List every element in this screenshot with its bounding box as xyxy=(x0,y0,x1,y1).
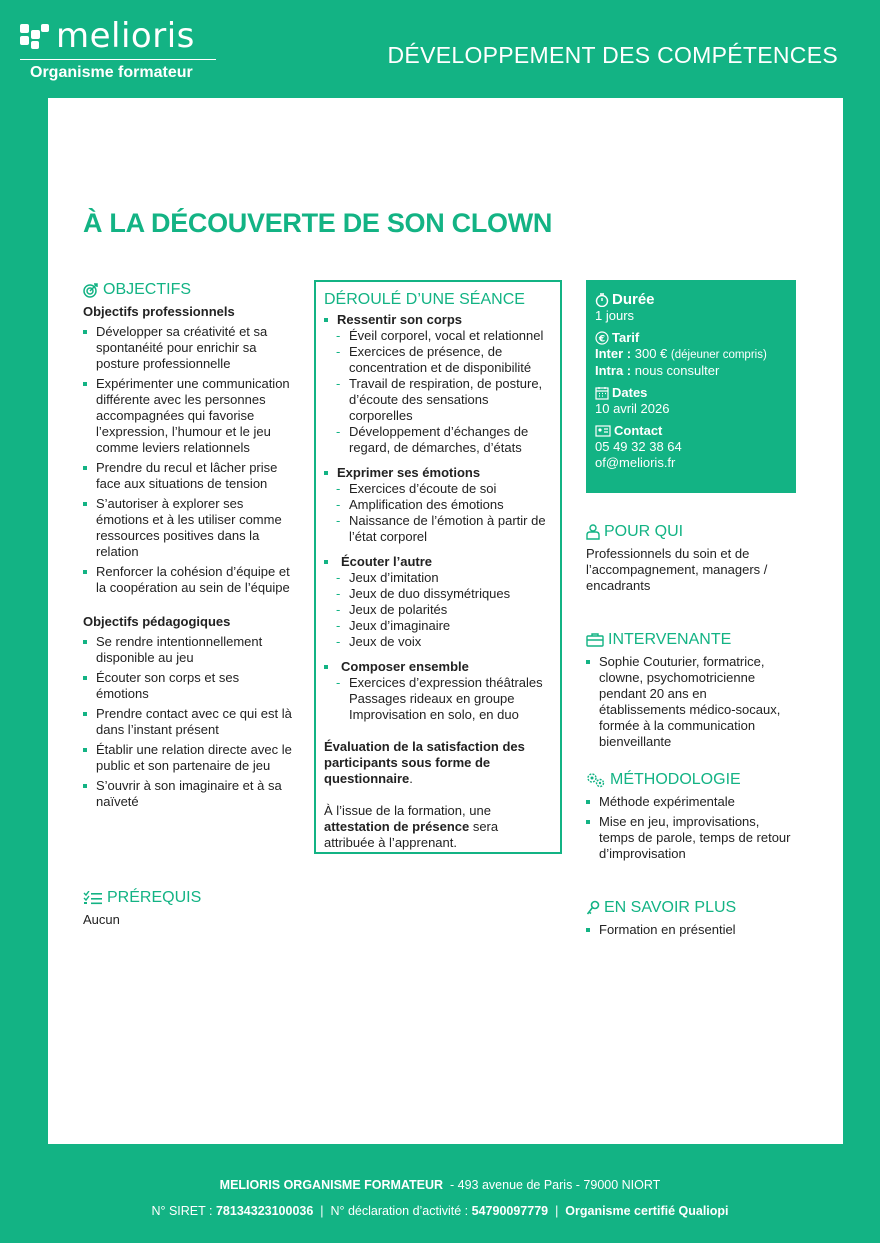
list-item: Développer sa créativité et sa spontanéité pour enrichir sa posture professionnelle xyxy=(83,324,293,372)
list-item: - Amplification des émotions xyxy=(336,497,552,513)
list-item: - Exercices d’expression théâtrales xyxy=(336,675,552,691)
objectifs-section xyxy=(83,282,293,814)
info-card xyxy=(586,280,796,493)
list-item: Écouter son corps et ses émotions xyxy=(83,670,293,702)
objectifs-heading: OBJECTIFS xyxy=(83,282,293,298)
list-item: - Exercices d’écoute de soi xyxy=(336,481,552,497)
list-item: - Jeux de polarités xyxy=(336,602,552,618)
logo-divider xyxy=(20,59,216,60)
list-item: S’autoriser à explorer ses émotions et à les utiliser comme ressources positives dans la relation xyxy=(83,496,293,560)
pour-qui-text: Professionnels du soin et de l’accompagnement, managers / encadrants xyxy=(586,546,768,593)
dates-block xyxy=(595,385,787,417)
list-item: Établir une relation directe avec le public et son partenaire de jeu xyxy=(83,742,293,774)
objectifs-pro-title: Objectifs professionnels xyxy=(83,304,235,319)
person-icon xyxy=(586,524,600,540)
list-item: Mise en jeu, improvisations, temps de parole, temps de retour d’improvisation xyxy=(586,814,798,862)
list-item: - Jeux de voix xyxy=(336,634,552,650)
seance-group xyxy=(324,312,552,456)
list-item: - Éveil corporel, vocal et relationnel xyxy=(336,328,552,344)
list-item: Renforcer la cohésion d’équipe et la coopération au sein de l’équipe xyxy=(83,564,293,596)
page-title: À LA DÉCOUVERTE DE SON CLOWN xyxy=(83,208,553,238)
savoir-plus-section xyxy=(586,900,796,942)
target-icon xyxy=(83,282,99,298)
svg-text:€: € xyxy=(598,334,606,345)
intervenante-text: Sophie Couturier, formatrice, clowne, psychomotricienne pendant 20 ans en établissements médico-socaux, formée à la communication bienveillante xyxy=(586,654,796,750)
list-item: - Naissance de l’émotion à partir de l’état corporel xyxy=(336,513,552,545)
list-item: - Jeux d’imitation xyxy=(336,570,552,586)
seance-heading: DÉROULÉ D’UNE SÉANCE xyxy=(324,291,525,308)
logo-mark-icon xyxy=(20,21,50,51)
contact-label: Contact xyxy=(614,423,663,438)
footer-line-2: N° SIRET : 78134323100036 | N° déclaration d’activité : 54790097779 | Organisme certifié Qualiopi xyxy=(151,1204,729,1218)
list-item: Prendre contact avec ce qui est là dans l’instant présent xyxy=(83,706,293,738)
attestation-text: À l’issue de la formation, une attestation de présence sera attribuée à l’apprenant. xyxy=(324,803,499,850)
dates-value: 10 avril 2026 xyxy=(595,401,670,416)
list-item: - Développement d’échanges de regard, de démarches, d’états xyxy=(336,424,552,456)
intervenante-section xyxy=(586,632,796,754)
prerequis-text: Aucun xyxy=(83,912,120,927)
checklist-icon xyxy=(83,891,103,905)
inter-value: 300 € xyxy=(634,346,668,361)
dates-label: Dates xyxy=(612,385,648,400)
contact-email: of@melioris.fr xyxy=(595,455,676,470)
contact-card-icon xyxy=(595,425,611,438)
tarif-label: Tarif xyxy=(612,330,640,345)
tarif-block xyxy=(595,330,787,379)
list-item: Prendre du recul et lâcher prise face aux situations de tension xyxy=(83,460,293,492)
intra-label: Intra : xyxy=(595,363,632,378)
list-item: Formation en présentiel xyxy=(586,922,796,938)
methodologie-heading: MÉTHODOLOGIE xyxy=(586,772,798,788)
seance-group xyxy=(324,554,552,650)
list-item: - Jeux d’imaginaire xyxy=(336,618,552,634)
prerequis-heading: PRÉREQUIS xyxy=(83,890,293,906)
header-title: DÉVELOPPEMENT DES COMPÉTENCES xyxy=(387,42,838,68)
seance-box xyxy=(314,280,562,854)
list-item: Se rendre intentionnellement disponible au jeu xyxy=(83,634,293,666)
inter-label: Inter : xyxy=(595,346,632,361)
list-item: - Travail de respiration, de posture, d’écoute des sensations corporelles xyxy=(336,376,552,424)
objectifs-pro-list xyxy=(83,324,293,596)
brand-tagline: Organisme formateur xyxy=(30,64,193,81)
duree-block xyxy=(595,292,787,324)
brand-logo xyxy=(20,16,216,82)
footer-address: - 493 avenue de Paris - 79000 NIORT xyxy=(450,1178,661,1192)
list-item: Méthode expérimentale xyxy=(586,794,798,810)
seance-group-title: Ressentir son corps xyxy=(324,312,552,328)
list-item: - Exercices de présence, de concentration et de disponibilité xyxy=(336,344,552,376)
footer-org: MELIORIS ORGANISME FORMATEUR xyxy=(219,1178,444,1192)
intervenante-heading: INTERVENANTE xyxy=(586,632,796,648)
calendar-icon xyxy=(595,386,609,400)
gears-icon xyxy=(586,772,606,788)
contact-phone: 05 49 32 38 64 xyxy=(595,439,682,454)
contact-block xyxy=(595,423,787,471)
content-sheet xyxy=(48,98,843,1144)
duree-value: 1 jours xyxy=(595,308,635,323)
prerequis-section xyxy=(83,890,293,928)
seance-group-title: Composer ensemble xyxy=(324,659,552,675)
objectifs-ped-title: Objectifs pédagogiques xyxy=(83,614,231,629)
briefcase-icon xyxy=(586,633,604,647)
inter-note: (déjeuner compris) xyxy=(670,349,767,361)
evaluation-text: Évaluation de la satisfaction des participants sous forme de questionnaire. xyxy=(324,739,525,786)
list-item: - Jeux de duo dissymétriques xyxy=(336,586,552,602)
pour-qui-section xyxy=(586,524,791,594)
euro-icon xyxy=(595,331,609,345)
intra-value: nous consulter xyxy=(634,363,720,378)
methodologie-section xyxy=(586,772,798,866)
list-item: S’ouvrir à son imaginaire et à sa naïveté xyxy=(83,778,293,810)
pour-qui-heading: POUR QUI xyxy=(586,524,791,540)
key-icon xyxy=(586,900,600,916)
objectifs-ped-list xyxy=(83,634,293,810)
list-item: Improvisation en solo, en duo xyxy=(349,707,519,722)
duree-label: Durée xyxy=(612,291,655,308)
savoir-plus-heading: EN SAVOIR PLUS xyxy=(586,900,796,916)
list-item: Passages rideaux en groupe xyxy=(349,691,515,706)
seance-group-title: Écouter l’autre xyxy=(324,554,552,570)
seance-group xyxy=(324,465,552,545)
footer-line-1 xyxy=(0,1178,880,1192)
seance-group xyxy=(324,659,552,723)
list-item: Expérimenter une communication différente avec les personnes accompagnées qui favorise l’expression, l’humour et le jeu comme leviers relationnels xyxy=(83,376,293,456)
seance-group-title: Exprimer ses émotions xyxy=(324,465,552,481)
stopwatch-icon xyxy=(595,293,609,307)
brand-name: melioris xyxy=(56,16,195,56)
